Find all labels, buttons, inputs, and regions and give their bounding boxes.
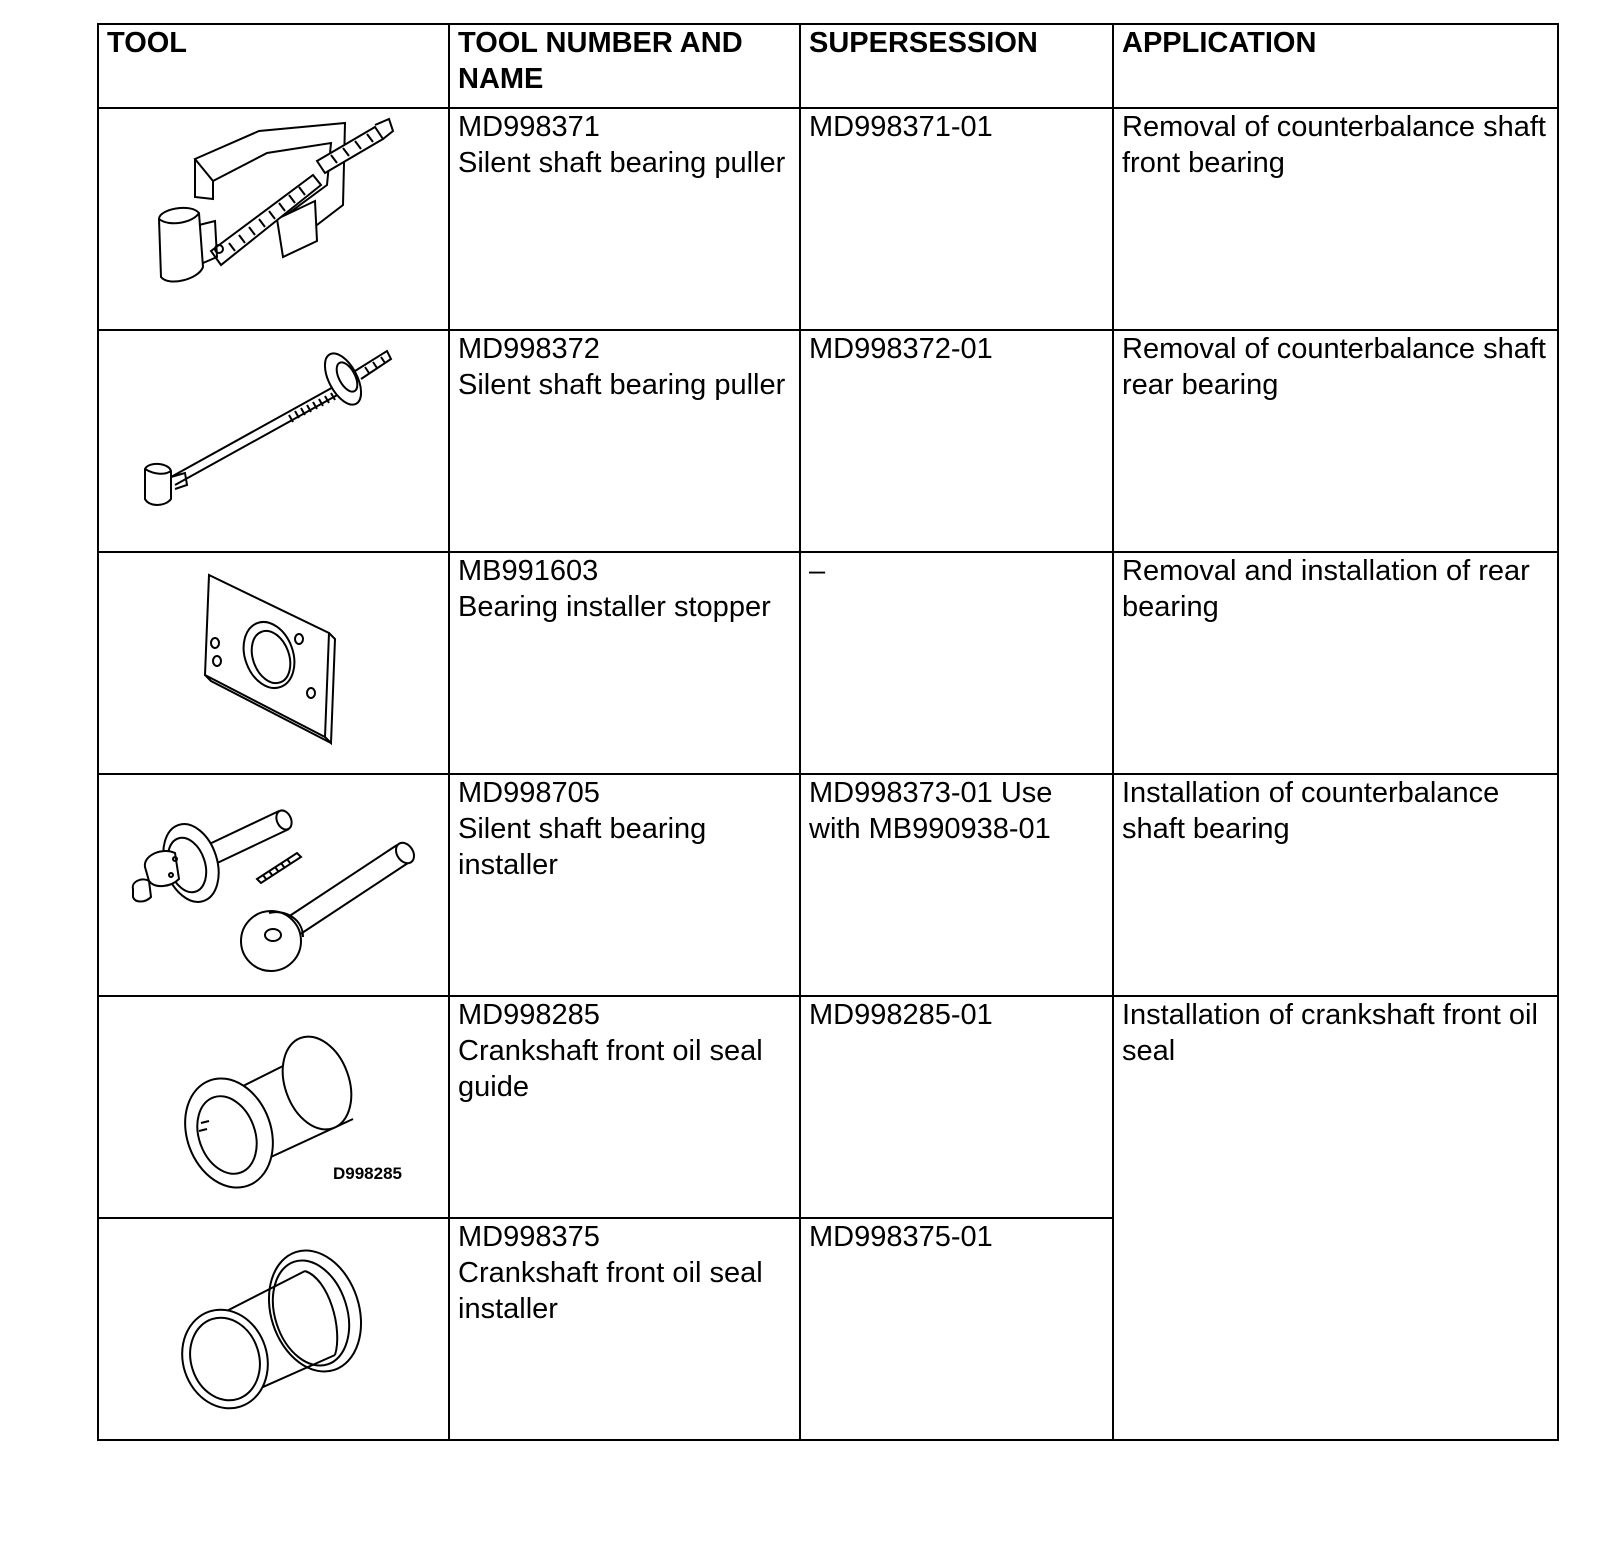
application-cell: Removal and installation of rear bearing <box>1113 552 1558 774</box>
header-supersession: SUPERSESSION <box>800 24 1113 108</box>
tool-image-cell <box>98 108 449 330</box>
tool-image-cell <box>98 774 449 996</box>
tool-image-cell <box>98 330 449 552</box>
tool-number: MD998372 <box>458 333 600 365</box>
header-tool: TOOL <box>98 24 449 108</box>
bearing-puller-clamp-icon <box>99 109 448 329</box>
table-row <box>98 108 1558 330</box>
long-screw-puller-icon <box>99 331 448 551</box>
application-cell: Installation of crankshaft front oil seal <box>1113 996 1558 1440</box>
tool-name: Silent shaft bearing puller <box>458 147 786 179</box>
tool-image-cell <box>98 1218 449 1440</box>
supersession-cell: MD998372-01 <box>800 330 1113 552</box>
supersession-cell: MD998285-01 <box>800 996 1113 1218</box>
tool-number-name-cell <box>449 996 800 1218</box>
tool-number-name-cell <box>449 774 800 996</box>
header-row <box>98 24 1558 108</box>
tool-number-name-cell <box>449 1218 800 1440</box>
table-row <box>98 330 1558 552</box>
tool-number: MD998285 <box>458 999 600 1031</box>
tool-number: MD998705 <box>458 777 600 809</box>
oil-seal-guide-sleeve-icon <box>99 997 448 1217</box>
tool-number-name-cell <box>449 330 800 552</box>
bearing-installer-set-icon <box>99 775 448 995</box>
oil-seal-installer-icon <box>99 1219 448 1439</box>
supersession-cell: MD998373-01 Use with MB990938-01 <box>800 774 1113 996</box>
header-tool-number-and-name: TOOL NUMBER AND NAME <box>449 24 800 108</box>
table-row <box>98 774 1558 996</box>
tool-image-label: D998285 <box>333 1164 403 1183</box>
tool-name: Silent shaft bearing installer <box>458 813 707 881</box>
application-cell: Removal of counterbalance shaft front bearing <box>1113 108 1558 330</box>
table-row <box>98 996 1558 1218</box>
tool-name: Bearing installer stopper <box>458 591 771 623</box>
special-tools-table <box>97 23 1559 1441</box>
supersession-cell: – <box>800 552 1113 774</box>
supersession-cell: MD998375-01 <box>800 1218 1113 1440</box>
tool-name: Silent shaft bearing puller <box>458 369 786 401</box>
tool-number: MD998375 <box>458 1221 600 1253</box>
tool-name: Crankshaft front oil seal guide <box>458 1035 763 1103</box>
tool-image-cell <box>98 552 449 774</box>
supersession-cell: MD998371-01 <box>800 108 1113 330</box>
tool-image-cell <box>98 996 449 1218</box>
application-cell: Installation of counterbalance shaft bearing <box>1113 774 1558 996</box>
header-application: APPLICATION <box>1113 24 1558 108</box>
installer-stopper-plate-icon <box>99 553 448 773</box>
tool-number: MD998371 <box>458 111 600 143</box>
table-row <box>98 552 1558 774</box>
tool-number: MB991603 <box>458 555 599 587</box>
tool-number-name-cell <box>449 552 800 774</box>
tool-name: Crankshaft front oil seal installer <box>458 1257 763 1325</box>
tool-number-name-cell <box>449 108 800 330</box>
application-cell: Removal of counterbalance shaft rear bearing <box>1113 330 1558 552</box>
